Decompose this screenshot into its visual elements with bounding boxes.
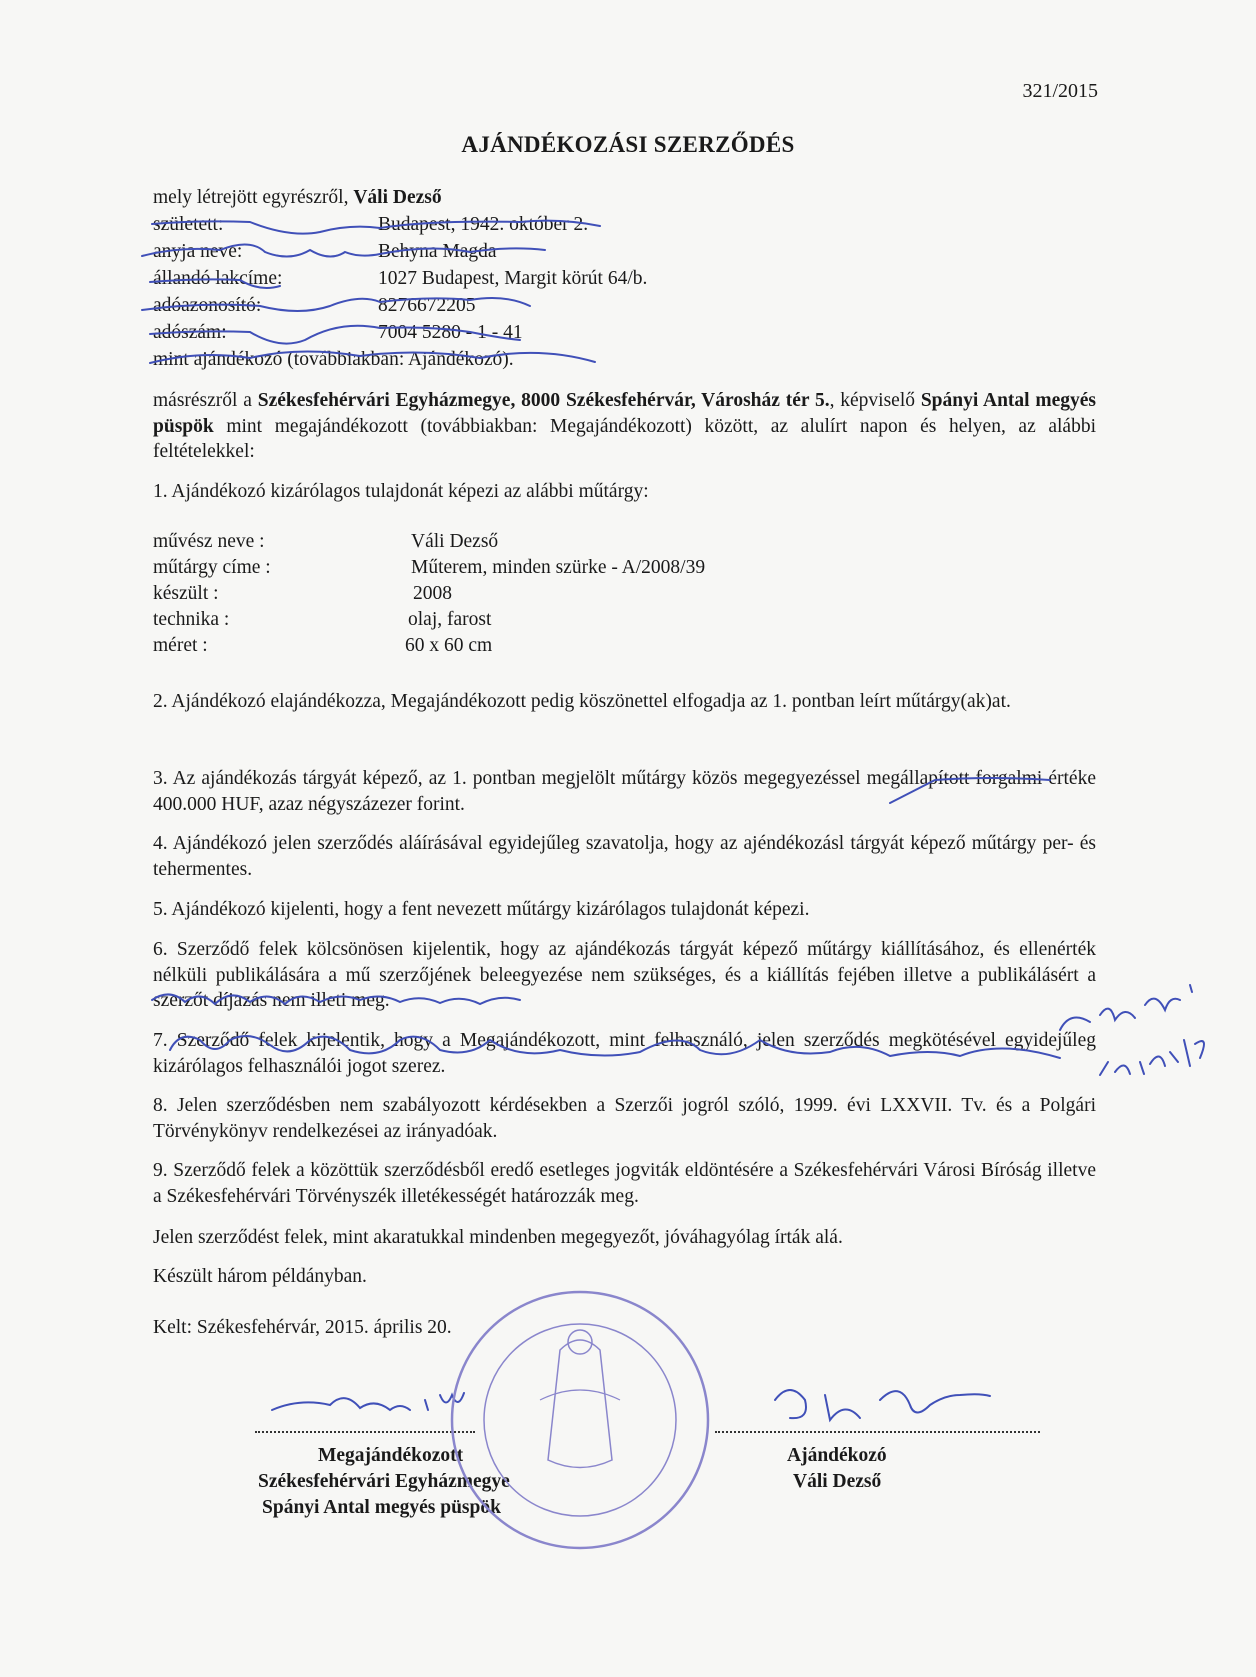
- document-title: AJÁNDÉKOZÁSI SZERZŐDÉS: [461, 132, 795, 157]
- intro-prefix: mely létrejött egyrészről,: [153, 187, 354, 208]
- donor-role-signature: Ajándékozó: [787, 1445, 887, 1466]
- clause-6: 6. Szerződő felek kölcsönösen kijelentik, hogy az ajándékozás tárgyát képező műtárgy kiállításához, és ellenérték nélküli publikálására a mű szerzőjének beleegyezése nem szükséges, és a kiállítás fejében illetve a publikálásért a szerzőt díjazás nem illeti meg.: [153, 939, 1096, 1011]
- document-number: 321/2015: [1022, 80, 1098, 102]
- donor-name: Váli Dezső: [353, 187, 442, 208]
- artwork-label-size: méret :: [153, 635, 208, 656]
- field-label-born: született:: [153, 214, 224, 235]
- donor-name-signature: Váli Dezső: [793, 1471, 882, 1492]
- clause-7: 7. Szerződő felek kijelentik, hogy a Megajándékozott, mint felhasználó, jelen szerződés megkötésével egyidejűleg kizárólagos felhasználói jogot szerez.: [153, 1030, 1096, 1077]
- field-label-tax-number: adószám:: [153, 322, 227, 343]
- clause-2: 2. Ajándékozó elajándékozza, Megajándékozott pedig köszönettel elfogadja az 1. pontban leírt műtárgy(ak)at.: [153, 691, 1011, 712]
- field-value-mother: Behyna Magda: [378, 241, 497, 262]
- field-label-mother: anyja neve:: [153, 241, 243, 262]
- artwork-value-artist: Váli Dezső: [411, 531, 499, 552]
- other-party-text-3: mint megajándékozott (továbbiakban: Megajándékozott) között, az alulírt napon és helyen, az alábbi feltételekkel:: [153, 415, 1096, 462]
- signature-line-left: [255, 1431, 475, 1433]
- artwork-value-year: 2008: [413, 583, 452, 604]
- clause-8: 8. Jelen szerződésben nem szabályozott kérdésekben a Szerzői jogról szóló, 1999. évi LXXVII. Tv. és a Polgári Törvénykönyv rendelkezései az irányadóak.: [153, 1095, 1096, 1142]
- artwork-value-size: 60 x 60 cm: [405, 635, 493, 656]
- field-value-tax-number: 7004 5280 - 1 - 41: [378, 322, 523, 343]
- clause-9: 9. Szerződő felek a közöttük szerződésből eredő esetleges jogviták eldöntésére a Székesfehérvári Városi Bíróság illetve a Székesfehérvári Törvényszék illetékességét határozzák meg.: [153, 1160, 1096, 1207]
- recipient-role: Megajándékozott: [318, 1445, 464, 1466]
- artwork-label-title: műtárgy címe :: [153, 557, 271, 578]
- recipient-org: Székesfehérvári Egyházmegye: [258, 1471, 510, 1492]
- closing-statement: Jelen szerződést felek, mint akaratukkal mindenben megegyezőt, jóváhagyólag írták alá.: [153, 1227, 843, 1248]
- clause-3: 3. Az ajándékozás tárgyát képező, az 1. pontban megjelölt műtárgy közös megegyezéssel megállapított forgalmi értéke 400.000 HUF, azaz négyszázezer forint.: [153, 768, 1096, 815]
- field-label-address: állandó lakcíme:: [153, 268, 283, 289]
- artwork-value-title: Műterem, minden szürke - A/2008/39: [411, 557, 706, 578]
- clause-5: 5. Ajándékozó kijelenti, hogy a fent nevezett műtárgy kizárólagos tulajdonát képezi.: [153, 899, 810, 920]
- field-value-tax-id: 8276672205: [378, 295, 476, 316]
- recipient-signer: Spányi Antal megyés püspök: [262, 1497, 501, 1518]
- field-label-tax-id: adóazonosító:: [153, 295, 262, 316]
- artwork-label-artist: művész neve :: [153, 531, 265, 552]
- artwork-label-year: készült :: [153, 583, 219, 604]
- artwork-value-technique: olaj, farost: [408, 609, 492, 630]
- other-party-text-1: másrészről a: [153, 390, 258, 411]
- artwork-label-technique: technika :: [153, 609, 230, 630]
- clause-1: 1. Ajándékozó kizárólagos tulajdonát képezi az alábbi műtárgy:: [153, 481, 649, 502]
- signature-line-right: [715, 1431, 1040, 1433]
- representative-name: Spányi Antal megyés püspök: [153, 390, 1097, 437]
- other-party-paragraph: [153, 388, 1096, 465]
- field-value-address: 1027 Budapest, Margit körút 64/b.: [378, 268, 648, 289]
- copies-statement: Készült három példányban.: [153, 1266, 367, 1287]
- clause-4: 4. Ajándékozó jelen szerződés aláírásával egyidejűleg szavatolja, hogy az ajéndékozásl tárgyát képező műtárgy per- és tehermentes.: [153, 833, 1096, 880]
- other-party-text-2: , képviselő: [829, 390, 921, 411]
- recipient-name: Székesfehérvári Egyházmegye, 8000 Székesfehérvár, Városház tér 5.: [257, 390, 830, 411]
- intro-line: [153, 185, 442, 211]
- donor-role: mint ajándékozó (továbbiakban: Ajándékozó).: [153, 349, 514, 370]
- field-value-born: Budapest, 1942. október 2.: [378, 214, 589, 235]
- date-place: Kelt: Székesfehérvár, 2015. április 20.: [153, 1317, 452, 1338]
